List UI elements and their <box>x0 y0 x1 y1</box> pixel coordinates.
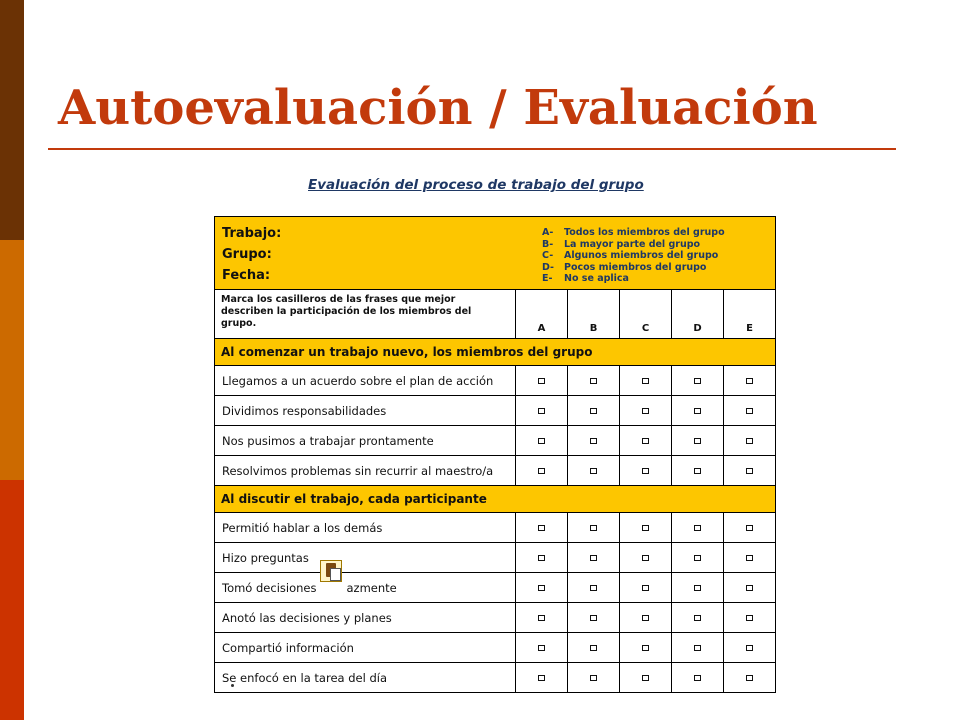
rating-cell-a <box>516 663 568 693</box>
legend-item: D- Pocos miembros del grupo <box>542 261 707 273</box>
rating-checkbox[interactable] <box>642 675 649 681</box>
rating-cell-e <box>724 633 776 663</box>
paper-shape <box>330 568 341 581</box>
rating-cell-d <box>672 366 724 396</box>
rating-checkbox[interactable] <box>590 378 597 384</box>
rating-checkbox[interactable] <box>642 468 649 474</box>
rating-cell-d <box>672 513 724 543</box>
legend-item: E- No se aplica <box>542 273 629 284</box>
rating-legend <box>542 227 725 285</box>
left-decor-bar <box>0 0 24 720</box>
table-row <box>215 456 776 486</box>
rating-checkbox[interactable] <box>538 378 545 384</box>
rating-checkbox[interactable] <box>590 468 597 474</box>
table-row <box>215 426 776 456</box>
column-header-e: E <box>724 290 776 339</box>
rating-checkbox[interactable] <box>538 525 545 531</box>
rating-checkbox[interactable] <box>694 438 701 444</box>
statement: Dividimos responsabilidades <box>215 396 516 426</box>
rating-cell-e <box>724 396 776 426</box>
rating-cell-b <box>568 513 620 543</box>
statement: Compartió información <box>215 633 516 663</box>
form-header <box>215 217 776 290</box>
rating-cell-e <box>724 426 776 456</box>
rating-checkbox[interactable] <box>746 555 753 561</box>
column-header-c: C <box>620 290 672 339</box>
rating-checkbox[interactable] <box>590 645 597 651</box>
rating-cell-c <box>620 426 672 456</box>
rating-checkbox[interactable] <box>538 585 545 591</box>
statement: Permitió hablar a los demás <box>215 513 516 543</box>
rating-checkbox[interactable] <box>590 615 597 621</box>
evaluation-table <box>214 216 776 693</box>
sections-body <box>215 339 776 693</box>
rating-cell-d <box>672 663 724 693</box>
table-row <box>215 663 776 693</box>
rating-cell-a <box>516 366 568 396</box>
section-header: Al comenzar un trabajo nuevo, los miembros del grupo <box>215 339 776 366</box>
rating-checkbox[interactable] <box>590 585 597 591</box>
rating-cell-d <box>672 456 724 486</box>
statement: Nos pusimos a trabajar prontamente <box>215 426 516 456</box>
rating-cell-d <box>672 573 724 603</box>
rating-checkbox[interactable] <box>694 555 701 561</box>
left-bar-middle <box>0 240 24 480</box>
rating-cell-b <box>568 663 620 693</box>
statement: Anotó las decisiones y planes <box>215 603 516 633</box>
rating-checkbox[interactable] <box>694 675 701 681</box>
rating-checkbox[interactable] <box>746 408 753 414</box>
rating-checkbox[interactable] <box>746 438 753 444</box>
rating-checkbox[interactable] <box>590 438 597 444</box>
rating-checkbox[interactable] <box>538 468 545 474</box>
rating-checkbox[interactable] <box>538 615 545 621</box>
statement: Llegamos a un acuerdo sobre el plan de acción <box>215 366 516 396</box>
rating-checkbox[interactable] <box>538 408 545 414</box>
paste-icon[interactable] <box>320 560 342 582</box>
rating-checkbox[interactable] <box>694 468 701 474</box>
statement: Hizo preguntas <box>215 543 516 573</box>
rating-cell-a <box>516 543 568 573</box>
left-bar-top <box>0 0 24 240</box>
table-row <box>215 543 776 573</box>
rating-cell-e <box>724 573 776 603</box>
rating-cell-b <box>568 603 620 633</box>
rating-checkbox[interactable] <box>538 555 545 561</box>
rating-cell-a <box>516 396 568 426</box>
rating-cell-c <box>620 366 672 396</box>
rating-cell-d <box>672 426 724 456</box>
header-fields <box>222 223 281 286</box>
title-underline <box>48 148 896 150</box>
rating-cell-e <box>724 456 776 486</box>
table-row <box>215 366 776 396</box>
rating-cell-d <box>672 633 724 663</box>
column-header-a: A <box>516 290 568 339</box>
rating-cell-e <box>724 513 776 543</box>
rating-cell-b <box>568 426 620 456</box>
rating-cell-a <box>516 513 568 543</box>
rating-cell-b <box>568 456 620 486</box>
rating-cell-c <box>620 663 672 693</box>
legend-item: B- La mayor parte del grupo <box>542 238 701 250</box>
rating-checkbox[interactable] <box>746 675 753 681</box>
rating-checkbox[interactable] <box>590 408 597 414</box>
table-row <box>215 603 776 633</box>
statement: Resolvimos problemas sin recurrir al maestro/a <box>215 456 516 486</box>
legend-item: A- Todos los miembros del grupo <box>542 227 725 238</box>
form-title: Evaluación del proceso de trabajo del grupo <box>308 177 644 193</box>
field-fecha: Fecha: <box>222 268 271 283</box>
rating-cell-c <box>620 633 672 663</box>
rating-cell-d <box>672 603 724 633</box>
field-trabajo: Trabajo: <box>222 226 282 241</box>
rating-checkbox[interactable] <box>590 555 597 561</box>
table-row <box>215 573 776 603</box>
rating-cell-e <box>724 663 776 693</box>
rating-cell-a <box>516 603 568 633</box>
partial-word: azmente <box>346 580 397 595</box>
rating-checkbox[interactable] <box>694 645 701 651</box>
instructions: Marca los casilleros de las frases que mejor describen la participación de los miembros del grupo. <box>215 290 516 339</box>
field-grupo: Grupo: <box>222 247 272 262</box>
rating-cell-c <box>620 396 672 426</box>
rating-checkbox[interactable] <box>746 645 753 651</box>
rating-cell-c <box>620 573 672 603</box>
rating-checkbox[interactable] <box>746 468 753 474</box>
rating-cell-a <box>516 426 568 456</box>
rating-checkbox[interactable] <box>642 645 649 651</box>
column-header-d: D <box>672 290 724 339</box>
rating-checkbox[interactable] <box>694 408 701 414</box>
rating-checkbox[interactable] <box>746 585 753 591</box>
rating-checkbox[interactable] <box>746 378 753 384</box>
left-bar-bottom <box>0 480 24 720</box>
rating-checkbox[interactable] <box>590 675 597 681</box>
rating-cell-b <box>568 396 620 426</box>
rating-checkbox[interactable] <box>538 438 545 444</box>
statement: Tomó decisiones azmente <box>215 573 516 603</box>
rating-checkbox[interactable] <box>746 525 753 531</box>
slide-title: Autoevaluación / Evaluación <box>58 80 818 136</box>
stray-dot <box>231 684 234 687</box>
table-row <box>215 396 776 426</box>
rating-cell-c <box>620 543 672 573</box>
rating-cell-a <box>516 633 568 663</box>
rating-cell-b <box>568 633 620 663</box>
rating-cell-b <box>568 573 620 603</box>
statement: Se enfocó en la tarea del día <box>215 663 516 693</box>
table-row <box>215 513 776 543</box>
section-header: Al discutir el trabajo, cada participante <box>215 486 776 513</box>
rating-cell-c <box>620 513 672 543</box>
rating-cell-b <box>568 366 620 396</box>
rating-cell-a <box>516 573 568 603</box>
rating-checkbox[interactable] <box>746 615 753 621</box>
rating-cell-c <box>620 603 672 633</box>
rating-checkbox[interactable] <box>694 585 701 591</box>
rating-cell-e <box>724 366 776 396</box>
rating-checkbox[interactable] <box>642 615 649 621</box>
rating-checkbox[interactable] <box>538 675 545 681</box>
rating-checkbox[interactable] <box>642 378 649 384</box>
rating-checkbox[interactable] <box>642 555 649 561</box>
rating-cell-e <box>724 603 776 633</box>
rating-cell-b <box>568 543 620 573</box>
rating-cell-d <box>672 396 724 426</box>
rating-checkbox[interactable] <box>642 408 649 414</box>
rating-cell-a <box>516 456 568 486</box>
rating-checkbox[interactable] <box>642 585 649 591</box>
rating-checkbox[interactable] <box>538 645 545 651</box>
rating-cell-d <box>672 543 724 573</box>
rating-checkbox[interactable] <box>642 525 649 531</box>
rating-checkbox[interactable] <box>694 525 701 531</box>
legend-item: C- Algunos miembros del grupo <box>542 250 719 261</box>
rating-cell-c <box>620 456 672 486</box>
rating-checkbox[interactable] <box>694 615 701 621</box>
rating-cell-e <box>724 543 776 573</box>
column-header-b: B <box>568 290 620 339</box>
rating-checkbox[interactable] <box>694 378 701 384</box>
rating-checkbox[interactable] <box>590 525 597 531</box>
rating-checkbox[interactable] <box>642 438 649 444</box>
table-row <box>215 633 776 663</box>
